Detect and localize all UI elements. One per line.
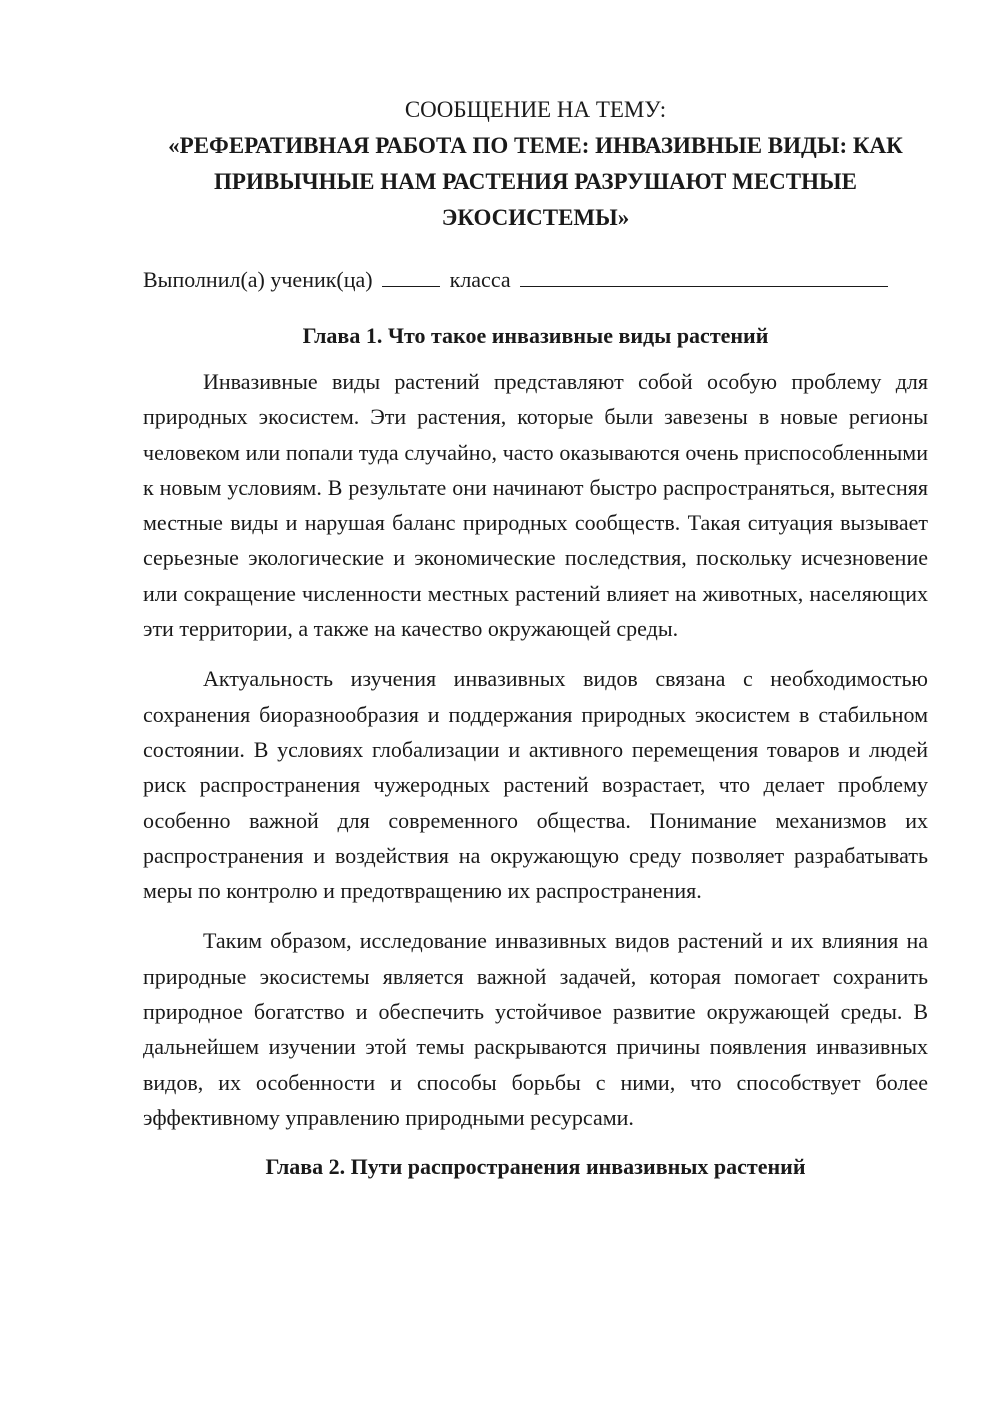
document-type-heading: СООБЩЕНИЕ НА ТЕМУ:	[404, 97, 667, 122]
class-number-blank	[382, 285, 440, 287]
chapter-1-paragraph: Актуальность изучения инвазивных видов связана с необходимостью сохранения биоразнообразия и поддержания природных экосистем в стабильном состоянии. В условиях глобализации и активного перемещения товаров и людей риск распространения чужеродных растений возрастает, что делает проблему особенно важной для современного общества. Понимание механизмов их распространения и воздействия на окружающую среду позволяет разрабатывать меры по контролю и предотвращению их распространения.	[143, 666, 928, 904]
chapter-2-heading: Глава 2. Пути распространения инвазивных растений	[265, 1154, 806, 1180]
chapter-1-paragraph: Таким образом, исследование инвазивных видов растений и их влияния на природные экосистемы является важной задачей, которая помогает сохранить природное богатство и обеспечить устойчивое развитие окружающей среды. В дальнейшем изучении этой темы раскрываются причины появления инвазивных видов, их особенности и способы борьбы с ними, что способствует более эффективному управлению природными ресурсами.	[143, 928, 928, 1130]
author-label: Выполнил(а) ученик(ца)	[143, 267, 373, 292]
document-title: «РЕФЕРАТИВНАЯ РАБОТА ПО ТЕМЕ: ИНВАЗИВНЫЕ ВИДЫ: КАК ПРИВЫЧНЫЕ НАМ РАСТЕНИЯ РАЗРУШАЮТ МЕСТНЫЕ ЭКОСИСТЕМЫ»	[168, 133, 903, 230]
class-label: класса	[449, 267, 511, 292]
student-name-blank	[520, 285, 888, 287]
author-line	[143, 262, 928, 298]
chapter-1-heading: Глава 1. Что такое инвазивные виды растений	[302, 323, 769, 348]
document-page	[143, 92, 928, 1185]
chapter-1-paragraph: Инвазивные виды растений представляют собой особую проблему для природных экосистем. Эти растения, которые были завезены в новые регионы человеком или попали туда случайно, часто оказываются очень приспособленными к новым условиям. В результате они начинают быстро распространяться, вытесняя местные виды и нарушая баланс природных сообществ. Такая ситуация вызывает серьезные экологические и экономические последствия, поскольку исчезновение или сокращение численности местных растений влияет на животных, населяющих эти территории, а также на качество окружающей среды.	[143, 369, 928, 642]
